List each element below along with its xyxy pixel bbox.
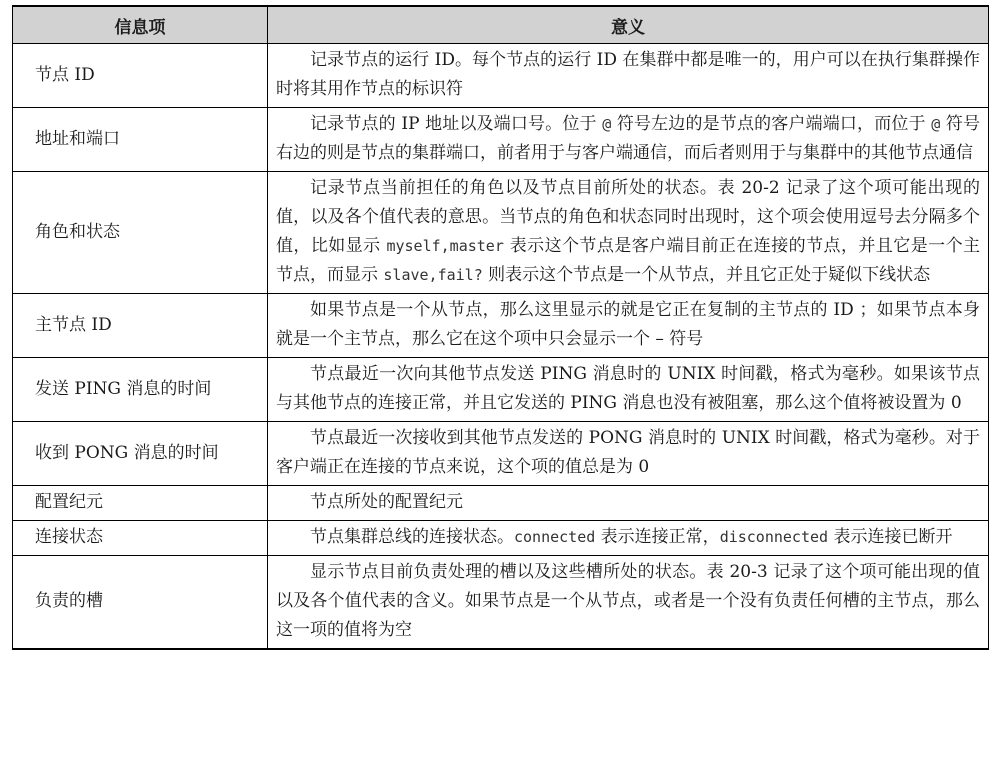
row-meaning — [268, 486, 989, 521]
row-meaning — [268, 556, 989, 650]
header-row — [13, 6, 989, 44]
table-row — [13, 486, 989, 521]
header-item: 信息项 — [13, 6, 268, 44]
row-meaning — [268, 108, 989, 172]
meaning-text: 符号右边的则是节点的集群端口，前者用于与客户端通信，而后者则用于与集群中的其他节点通信 — [276, 114, 981, 163]
meaning-text: 节点最近一次向其他节点发送 PING 消息时的 UNIX 时间戳，格式为毫秒。如果该节点与其他节点的连接正常，并且它发送的 PING 消息也没有被阻塞，那么这个值将被设置为 0 — [276, 364, 980, 413]
row-meaning — [268, 422, 989, 486]
row-meaning — [268, 172, 989, 294]
meaning-text: 节点集群总线的连接状态。 — [310, 527, 514, 547]
row-item: 地址和端口 — [13, 108, 268, 172]
row-item: 配置纪元 — [13, 486, 268, 521]
meaning-text: 记录节点当前担任的角色以及节点目前所处的状态。表 20-2 记录了这个项可能出现的值，以及各个值代表的意思。当节点的角色和状态同时出现时，这个项会使用逗号去分隔多个值，比如显示 — [276, 178, 980, 256]
meaning-text: 记录节点的运行 ID。每个节点的运行 ID 在集群中都是唯一的，用户可以在执行集群操作时将其用作节点的标识符 — [276, 50, 980, 99]
table-row — [13, 521, 989, 556]
row-item: 连接状态 — [13, 521, 268, 556]
meaning-text: 表示连接正常， — [595, 527, 720, 547]
code-literal: connected — [514, 528, 596, 546]
row-meaning — [268, 44, 989, 108]
table-row — [13, 44, 989, 108]
table-body — [13, 44, 989, 650]
meaning-text: 则表示这个节点是一个从节点，并且它正处于疑似下线状态 — [482, 265, 931, 285]
code-literal: myself,master — [386, 237, 504, 255]
meaning-text: 节点最近一次接收到其他节点发送的 PONG 消息时的 UNIX 时间戳，格式为毫秒。对于客户端正在连接的节点来说，这个项的值总是为 0 — [276, 428, 980, 477]
meaning-text: 符号左边的是节点的客户端端口，而位于 — [611, 114, 932, 134]
code-literal: @ — [602, 115, 612, 133]
meaning-text: 表示这个节点是客户端目前正在连接的节点，并且它是一个主节点，而显示 — [276, 236, 981, 285]
table-row — [13, 556, 989, 650]
row-meaning — [268, 358, 989, 422]
meaning-text: 节点所处的配置纪元 — [310, 492, 463, 512]
code-literal: slave,fail? — [383, 266, 483, 284]
table-row — [13, 358, 989, 422]
row-meaning — [268, 521, 989, 556]
table-row — [13, 108, 989, 172]
meaning-text: 如果节点是一个从节点，那么这里显示的就是它正在复制的主节点的 ID ；如果节点本身就是一个主节点，那么它在这个项中只会显示一个 – 符号 — [276, 300, 980, 349]
code-literal: @ — [931, 115, 941, 133]
row-item: 发送 PING 消息的时间 — [13, 358, 268, 422]
table-row — [13, 172, 989, 294]
row-meaning — [268, 294, 989, 358]
row-item: 主节点 ID — [13, 294, 268, 358]
meaning-text: 显示节点目前负责处理的槽以及这些槽所处的状态。表 20-3 记录了这个项可能出现的值以及各个值代表的含义。如果节点是一个从节点，或者是一个没有负责任何槽的主节点，那么这一项的值将为空 — [276, 562, 980, 640]
row-item: 节点 ID — [13, 44, 268, 108]
meaning-text: 表示连接已断开 — [828, 527, 953, 547]
meaning-text: 记录节点的 IP 地址以及端口号。位于 — [310, 114, 603, 134]
table-row — [13, 294, 989, 358]
header-meaning: 意义 — [268, 6, 989, 44]
info-table — [12, 5, 989, 650]
row-item: 负责的槽 — [13, 556, 268, 650]
row-item: 收到 PONG 消息的时间 — [13, 422, 268, 486]
code-literal: disconnected — [719, 528, 829, 546]
table-row — [13, 422, 989, 486]
row-item: 角色和状态 — [13, 172, 268, 294]
